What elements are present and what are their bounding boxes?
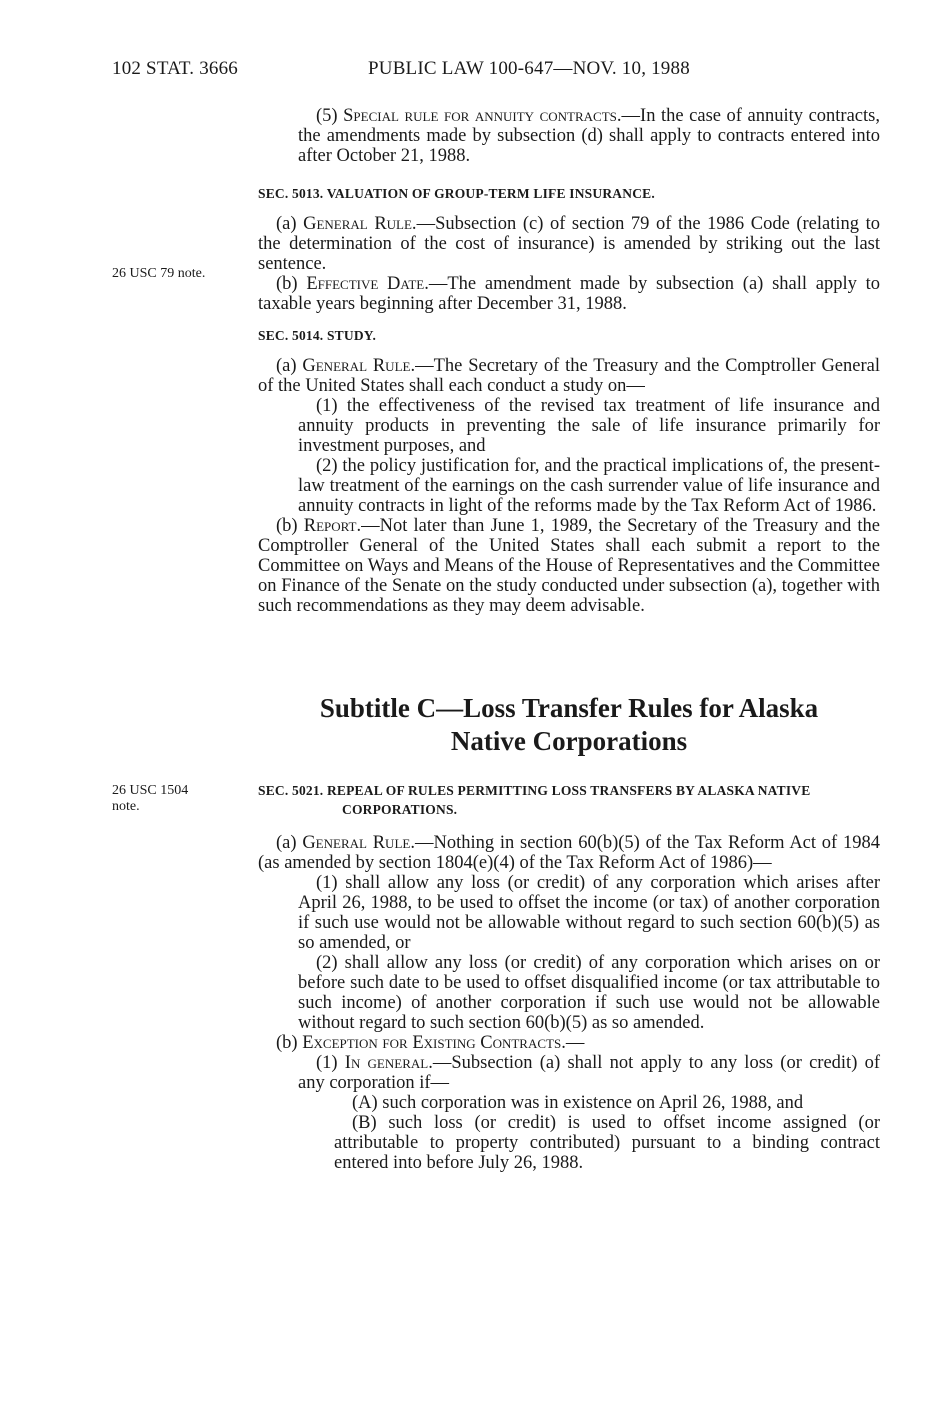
paragraph-5-annuity: (5) Special rule for annuity contracts.—In the case of annuity contracts, the amendments made by subsection (d) shall apply to contracts entered into after October 21, 1988. [298, 106, 880, 166]
section-5014-item-2: (2) the policy justification for, and the practical implications of, the present-law treatment of the earnings on the cash surrender value of life insurance and annuity contracts in light of the reforms made by the Tax Reform Act of 1986. [298, 456, 880, 516]
subsection-heading: Effective Date. [306, 274, 429, 294]
section-5021-b: (b) Exception for Existing Contracts.— [276, 1033, 585, 1053]
subsection-text: —The amendment made by subsection (a) shall apply to taxable years beginning after December 31, 1988. [258, 274, 880, 314]
section-5021-heading: SEC. 5021. REPEAL OF RULES PERMITTING LOSS TRANSFERS BY ALASKA NATIVE CORPORATIONS. [258, 783, 811, 817]
paragraph-heading: Special rule for annuity contracts. [343, 106, 622, 126]
section-5013-heading: SEC. 5013. VALUATION OF GROUP-TERM LIFE INSURANCE. [258, 186, 655, 201]
subtitle-heading [258, 692, 880, 758]
section-5021-b-1-B: (B) such loss (or credit) is used to offset income assigned (or attributable to property contributed) pursuant to a binding contract entered into before July 26, 1988. [334, 1113, 880, 1173]
section-5021-b-1-A: (A) such corporation was in existence on April 26, 1988, and [352, 1093, 804, 1113]
section-5014-a: (a) General Rule.—The Secretary of the Treasury and the Comptroller General of the United States shall each conduct a study on— [258, 356, 880, 396]
section-5013-b: (b) Effective Date.—The amendment made by subsection (a) shall apply to taxable years beginning after December 31, 1988. [258, 274, 880, 314]
paragraph-heading: In general. [344, 1053, 433, 1073]
page-citation: 102 STAT. 3666 [112, 58, 239, 79]
subsection-text: —Subsection (c) of section 79 of the 1986 Code (relating to the determination of the cost of insurance) is amended by striking out the last sentence. [258, 214, 880, 274]
upper-text-block [258, 106, 880, 616]
subsection-heading: Report. [303, 516, 362, 536]
subsection-heading: General Rule. [302, 356, 416, 376]
section-5013-a: (a) General Rule.—Subsection (c) of section 79 of the 1986 Code (relating to the determination of the cost of insurance) is amended by striking out the last sentence. [258, 214, 880, 274]
subsection-text: —Not later than June 1, 1989, the Secretary of the Treasury and the Comptroller General of the United States shall each submit a report to the Committee on Ways and Means of the House of Representatives and the Committee on Finance of the Senate on the study conducted under subsection (a), together with such recommendations as they may deem advisable. [258, 516, 881, 616]
paragraph-text: —In the case of annuity contracts, the amendments made by subsection (d) shall apply to contracts entered into after October 21, 1988. [298, 106, 880, 166]
margin-note-line: 26 USC 1504 [112, 783, 189, 798]
paragraph-text: —Subsection (a) shall not apply to any loss (or credit) of any corporation if— [298, 1053, 880, 1093]
subsection-heading: General Rule. [302, 833, 415, 853]
section-5021-a-item-1: (1) shall allow any loss (or credit) of any corporation which arises after April 26, 1988, to be used to offset the income (or tax) of another corporation if such use would not be allowable without regard to such section 60(b)(5) as so amended, or [298, 873, 880, 953]
lower-text-block [258, 781, 880, 1173]
margin-note-usc79: 26 USC 79 note. [112, 266, 206, 281]
subsection-heading: General Rule. [303, 214, 417, 234]
subtitle-line: Subtitle C—Loss Transfer Rules for Alaska [319, 693, 819, 723]
section-5014-b: (b) Report.—Not later than June 1, 1989, the Secretary of the Treasury and the Comptroller General of the United States shall each submit a report to the Committee on Ways and Means of the House of Representatives and the Committee on Finance of the Senate on the study conducted under subsection (a), together with such recommendations as they may deem advisable. [258, 516, 881, 616]
subsection-text: —The Secretary of the Treasury and the Comptroller General of the United States shall each conduct a study on— [258, 356, 880, 396]
subtitle-line: Native Corporations [450, 726, 688, 756]
section-5021-a-item-2: (2) shall allow any loss (or credit) of any corporation which arises on or before such date to be used to offset disqualified income (or tax attributable to such income) of another corporation if such use would not be allowable without regard to such section 60(b)(5) as so amended. [298, 953, 880, 1033]
subsection-heading: Exception for Existing Contracts. [302, 1033, 566, 1053]
margin-note-usc1504 [112, 783, 188, 815]
section-5021-a: (a) General Rule.—Nothing in section 60(b)(5) of the Tax Reform Act of 1984 (as amended by section 1804(e)(4) of the Tax Reform Act of 1986)— [258, 833, 880, 873]
margin-note-line: note. [112, 799, 140, 814]
section-5021-b-1: (1) In general.—Subsection (a) shall not apply to any loss (or credit) of any corporation if— [298, 1053, 880, 1093]
subsection-dash: — [565, 1033, 585, 1053]
subsection-text: —Nothing in section 60(b)(5) of the Tax Reform Act of 1984 (as amended by section 1804(e)(4) of the Tax Reform Act of 1986)— [258, 833, 880, 873]
running-header: PUBLIC LAW 100-647—NOV. 10, 1988 [368, 58, 690, 79]
section-5014-heading: SEC. 5014. STUDY. [258, 328, 377, 343]
section-5014-item-1: (1) the effectiveness of the revised tax treatment of life insurance and annuity products in preventing the sale of life insurance primarily for investment purposes, and [298, 396, 880, 456]
